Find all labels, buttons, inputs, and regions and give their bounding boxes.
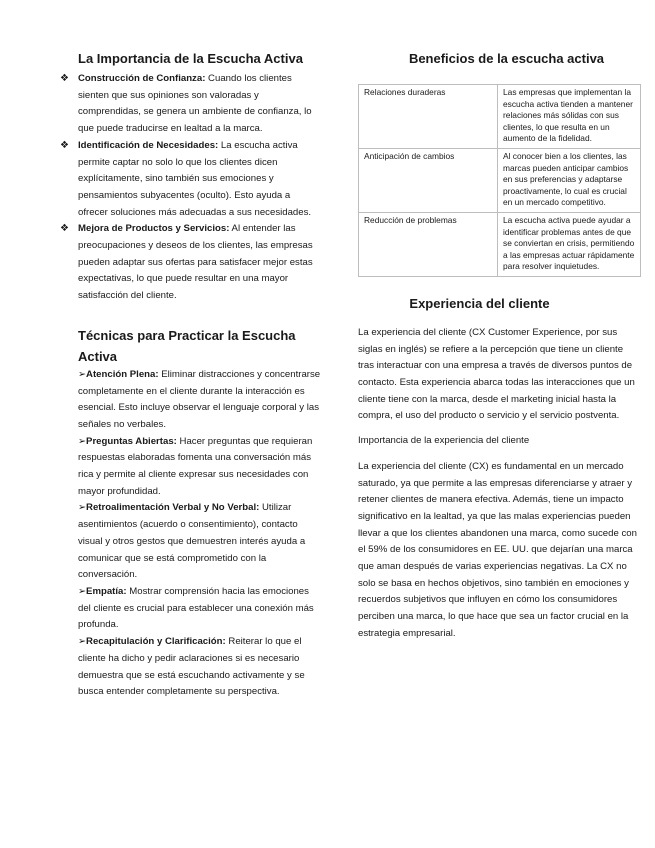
item-term: Identificación de Necesidades:: [78, 139, 219, 151]
cx-heading: Experiencia del cliente: [409, 295, 550, 311]
list-item: [78, 434, 322, 501]
table-cell-key: Relaciones duraderas: [359, 85, 498, 149]
item-text: Reiterar lo que el cliente ha dicho y pedir aclaraciones si es necesario demuestra que se está escuchando activamente y se busca entender completamente su perspectiva.: [78, 636, 305, 698]
item-term: Retroalimentación Verbal y No Verbal:: [86, 502, 260, 514]
arrow-bullet-icon: ➢: [78, 502, 87, 514]
item-term: Construcción de Confianza:: [78, 73, 206, 84]
list-item: [60, 138, 322, 222]
diamond-bullet-icon: ❖: [60, 139, 69, 151]
cx-subheading: Importancia de la experiencia del cliente: [358, 435, 530, 447]
table-cell-value: Las empresas que implementan la escucha activa tienden a mantener relaciones más sólidas con sus clientes, lo que resulta en un aumento de la fidelidad.: [498, 85, 641, 149]
arrow-bullet-icon: ➢: [78, 435, 87, 447]
left-column: [60, 50, 322, 701]
arrow-bullet-icon: ➢: [78, 585, 87, 597]
table-cell-key: Anticipación de cambios: [359, 148, 498, 212]
item-text: La escucha activa permite captar no solo lo que los clientes dicen explícitamente, sino también sus emociones y pensamientos subyacentes (oculto). Esto ayuda a ofrecer soluciones más adecuadas a sus necesidades.: [78, 139, 312, 218]
list-item: [78, 500, 322, 584]
arrow-bullet-icon: ➢: [78, 368, 87, 380]
list-item: [60, 71, 322, 138]
benefits-table: [358, 84, 641, 277]
item-term: Preguntas Abiertas:: [86, 435, 177, 447]
cx-paragraph: La experiencia del cliente (CX Customer Experience, por sus siglas en inglés) se refiere a la percepción que tiene un cliente tras interactuar con una empresa a través de diversos puntos de contacto. Esta experiencia abarca todas las interacciones que un cliente tiene con la marca, desde el marketing inicial hasta la compra, el uso del producto o servicio y el servicio postventa.: [358, 326, 635, 422]
item-term: Empatía:: [86, 585, 127, 597]
item-text: Mostrar comprensión hacia las emociones del cliente es crucial para establecer una conexión más profunda.: [78, 585, 314, 631]
diamond-bullet-icon: ❖: [60, 223, 69, 235]
arrow-bullet-icon: ➢: [78, 636, 87, 648]
importance-list: [60, 71, 322, 305]
table-cell-value: Al conocer bien a los clientes, las marcas pueden anticipar cambios en sus preferencias y adaptarse proactivamente, lo cual es crucial en un mercado competitivo.: [498, 148, 641, 212]
table-row: [359, 148, 641, 212]
list-item: [60, 221, 322, 305]
table-cell-key: Reducción de problemas: [359, 212, 498, 276]
item-term: Atención Plena:: [86, 368, 159, 380]
right-column: [358, 50, 641, 651]
importance-heading: La Importancia de la Escucha Activa: [78, 51, 303, 66]
table-cell-value: La escucha activa puede ayudar a identificar problemas antes de que se conviertan en crisis, permitiendo a las empresas actuar rápidamente para resolver inquietudes.: [498, 212, 641, 276]
item-term: Recapitulación y Clarificación:: [86, 636, 226, 648]
item-text: Hacer preguntas que requieran respuestas elaboradas fomenta una conversación más rica y permite al cliente expresar sus necesidades con mayor profundidad.: [78, 435, 313, 497]
table-row: [359, 212, 641, 276]
table-row: [359, 85, 641, 149]
techniques-heading: Técnicas para Practicar la Escucha Activa: [78, 327, 296, 364]
item-text: Cuando los clientes sienten que sus opiniones son valoradas y comprendidas, se genera un ambiente de confianza, lo que puede traducirse en lealtad a la marca.: [78, 73, 312, 135]
item-text: Utilizar asentimientos (acuerdo o consentimiento), contacto visual y otros gestos que demuestren interés ayuda a comunicar que se está comprometido con la conversación.: [78, 502, 306, 581]
item-text: Al entender las preocupaciones y deseos de los clientes, las empresas pueden adaptar sus ofertas para satisfacer mejor estas expectativas, lo que puede resultar en una mayor satisfacción del cliente.: [78, 223, 313, 302]
item-term: Mejora de Productos y Servicios:: [78, 223, 230, 235]
benefits-heading: Beneficios de la escucha activa: [408, 51, 605, 66]
list-item: [78, 367, 322, 434]
diamond-bullet-icon: ❖: [60, 73, 69, 84]
list-item: [78, 634, 322, 701]
techniques-list: [60, 367, 322, 701]
list-item: [78, 584, 322, 634]
item-text: Eliminar distracciones y concentrarse completamente en el cliente durante la interacción es esencial. Esto incluye observar el lenguaje corporal y las señales no verbales.: [78, 368, 321, 430]
cx-importance-paragraph: La experiencia del cliente (CX) es fundamental en un mercado saturado, ya que permite a las empresas diferenciarse y atraer y retener clientes de manera efectiva. Además, tiene un impacto significativo en la lealtad, ya que las malas experiencias pueden llevar a que los clientes abandonen una marca, como sucede con el 59% de los consumidores en EE. UU. que dejarían una marca que aman después de varias experiencias negativas. La CX no solo se basa en hechos objetivos, sino también en emociones y recuerdos subjetivos que influyen en cómo los consumidores perciben una marca, lo que hace que sea un factor crucial en la estrategia empresarial.: [358, 460, 637, 639]
